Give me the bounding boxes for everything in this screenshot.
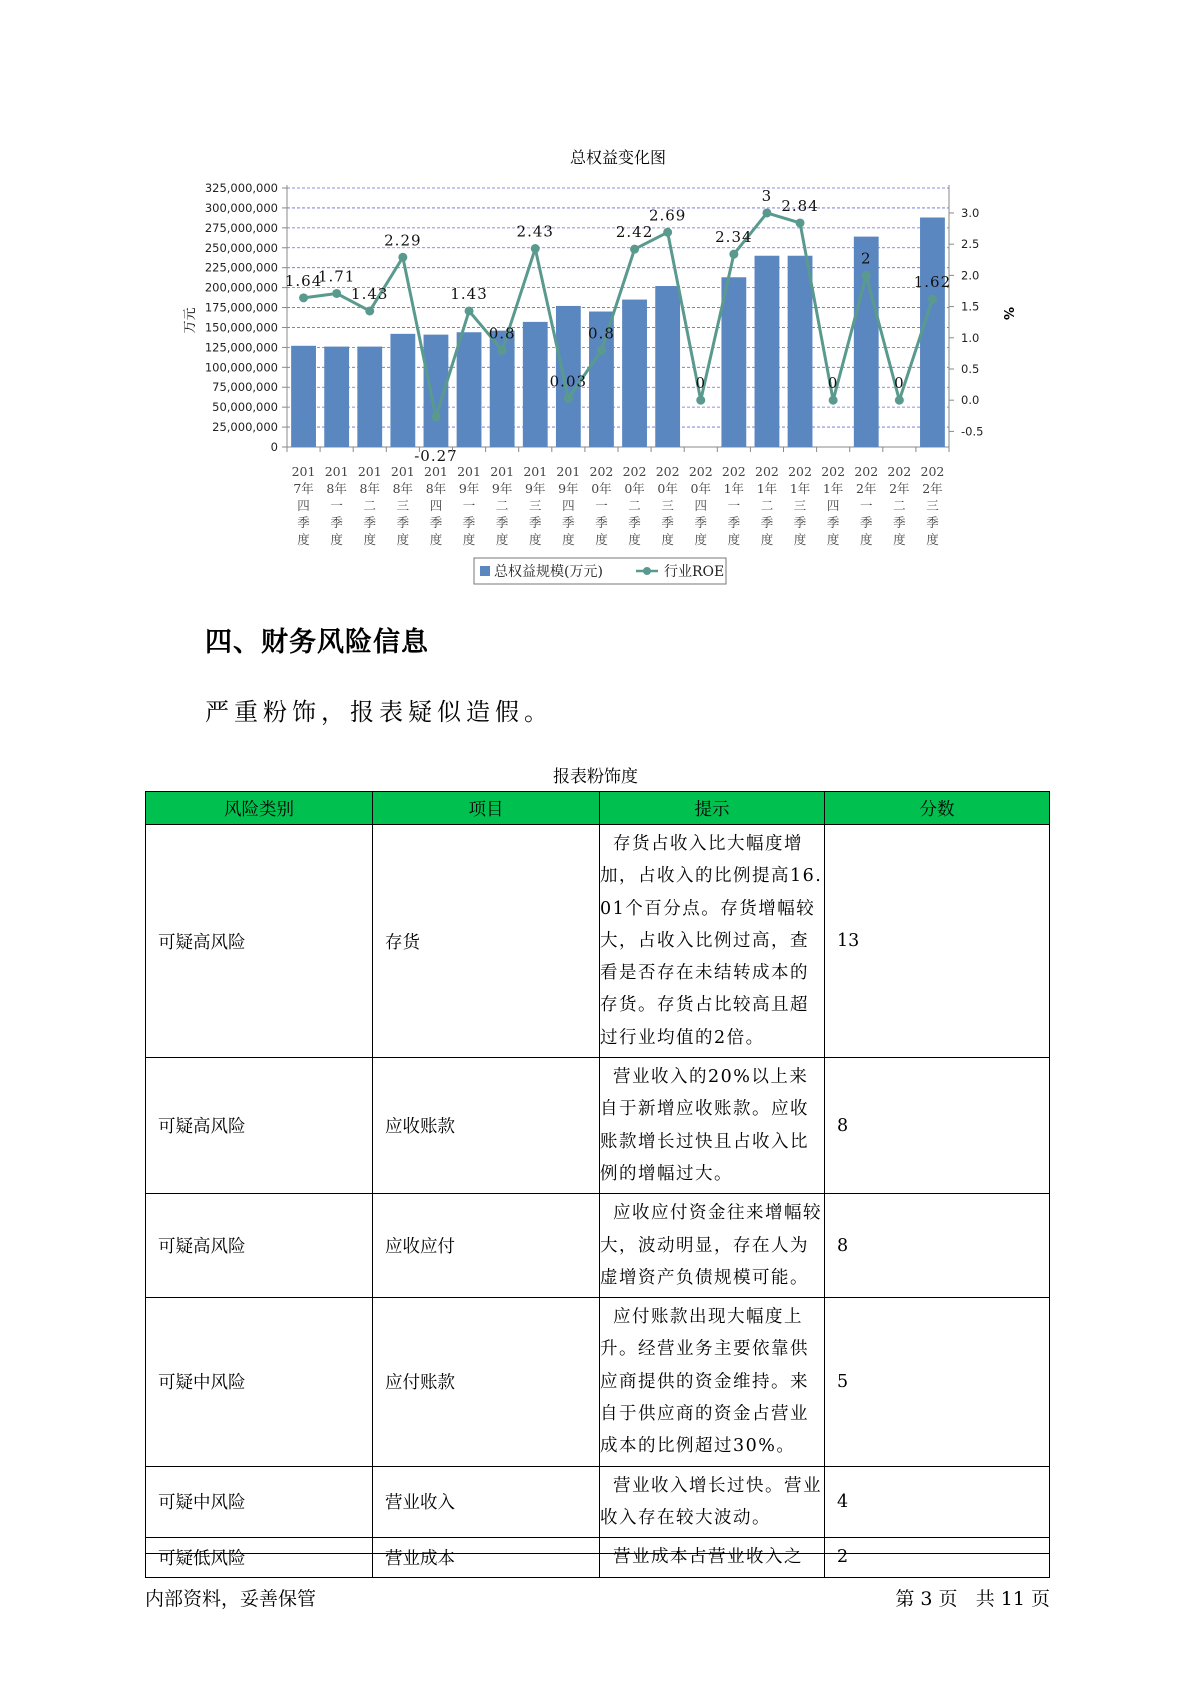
x-tick-label: 1年 (756, 481, 778, 496)
x-tick-label: 度 (330, 532, 343, 547)
x-tick-label: 201 (556, 464, 581, 479)
cell-category: 可疑中风险 (146, 1298, 373, 1466)
roe-point (729, 250, 738, 259)
cell-tip (600, 825, 825, 1058)
x-tick-label: 四 (562, 498, 575, 513)
y2-tick-label: 3.0 (961, 205, 980, 220)
x-tick-label: 度 (926, 532, 939, 547)
y-tick-label: 150,000,000 (204, 320, 278, 335)
x-tick-label: 202 (755, 464, 779, 479)
roe-data-label: 0 (827, 374, 839, 393)
tip-text: 营业收入增长过快。营业收入存在较大波动。 (600, 1475, 822, 1528)
roe-point (663, 228, 672, 237)
roe-data-label: 2.69 (648, 206, 687, 225)
x-tick-label: 四 (297, 498, 310, 513)
y2-tick-label: -0.5 (961, 424, 984, 439)
x-tick-label: 季 (595, 515, 608, 530)
x-tick-label: 201 (291, 464, 316, 479)
x-tick-label: 度 (859, 532, 873, 547)
y2-tick-label: 1.5 (961, 299, 980, 314)
x-tick-label: 度 (826, 532, 840, 547)
x-tick-label: 度 (893, 532, 906, 547)
x-tick-label: 季 (661, 515, 674, 530)
x-tick-label: 201 (324, 464, 349, 479)
roe-point (398, 253, 407, 262)
bar (854, 237, 879, 447)
x-tick-label: 季 (793, 515, 807, 530)
footer-note: 内部资料，妥善保管 (145, 1588, 317, 1610)
x-tick-label: 三 (793, 498, 807, 513)
y2-axis-label: % (1000, 306, 1015, 321)
x-tick-label: 度 (760, 532, 774, 547)
table-row (146, 1194, 1050, 1298)
x-tick-label: 度 (297, 532, 310, 547)
x-tick-label: 四 (826, 498, 840, 513)
roe-data-label: 3 (761, 186, 773, 205)
x-tick-label: 一 (859, 498, 873, 513)
cell-tip (600, 1194, 825, 1298)
roe-point (696, 396, 705, 405)
roe-data-label: 1.43 (351, 284, 389, 303)
roe-point (531, 244, 540, 253)
x-tick-label: 9年 (491, 481, 513, 496)
header-category: 风险类别 (146, 792, 373, 825)
x-tick-label: 季 (495, 515, 509, 530)
x-tick-label: 季 (760, 515, 774, 530)
y-tick-label: 125,000,000 (204, 340, 278, 355)
roe-point (597, 346, 606, 355)
cell-score: 4 (825, 1466, 1050, 1538)
x-tick-label: 一 (595, 498, 608, 513)
x-tick-label: 季 (363, 515, 377, 530)
tip-text: 应收应付资金往来增幅较大，波动明显，存在人为虚增资产负债规模可能。 (600, 1203, 822, 1288)
x-tick-label: 201 (424, 464, 448, 479)
bar (788, 256, 813, 447)
roe-data-label: 0 (894, 374, 905, 393)
roe-data-label: 2 (860, 249, 872, 268)
x-tick-label: 度 (628, 532, 641, 547)
roe-data-label: 1.64 (284, 271, 323, 290)
x-tick-label: 8年 (392, 481, 414, 496)
y-tick-label: 175,000,000 (204, 300, 278, 315)
roe-data-label: 2.29 (384, 231, 422, 250)
x-tick-label: 季 (462, 515, 476, 530)
x-tick-label: 202 (887, 464, 912, 479)
tip-text: 存货占收入比大幅度增加，占收入的比例提高16.01个百分点。存货增幅较大，占收入比例过高，查看是否存在未结转成本的存货。存货占比较高且超过行业均值的2倍。 (600, 834, 823, 1048)
x-tick-label: 季 (429, 515, 443, 530)
x-tick-label: 季 (528, 515, 542, 530)
cell-item: 存货 (373, 825, 600, 1058)
table-row (146, 1466, 1050, 1538)
x-tick-label: 二 (628, 498, 641, 513)
x-tick-label: 0年 (591, 481, 612, 496)
roe-point (928, 295, 937, 304)
page-total: 11 (1000, 1588, 1025, 1610)
y2-tick-label: 0.0 (961, 393, 980, 408)
legend-bar-label: 总权益规模(万元) (494, 564, 603, 580)
bar (755, 256, 780, 447)
legend-bar-swatch (480, 566, 490, 576)
y-tick-label: 300,000,000 (204, 200, 278, 215)
x-tick-label: 度 (396, 532, 410, 547)
legend-line-label: 行业ROE (664, 564, 725, 580)
x-tick-label: 9年 (458, 481, 480, 496)
roe-data-label: 2.42 (615, 223, 654, 242)
x-tick-label: 202 (589, 464, 614, 479)
x-tick-label: 二 (495, 498, 509, 513)
header-score: 分数 (825, 792, 1050, 825)
x-tick-label: 0年 (624, 481, 645, 496)
cell-item: 应付账款 (373, 1298, 600, 1466)
bar (291, 346, 316, 447)
tip-text: 应付账款出现大幅度上升。经营业务主要依靠供应商提供的资金维持。来自于供应商的资金占营业成本的比例超过30%。 (600, 1307, 809, 1457)
cell-score: 5 (825, 1298, 1050, 1466)
roe-data-label: 2.84 (781, 196, 819, 215)
roe-point (299, 293, 308, 302)
roe-point (431, 413, 440, 422)
roe-data-label: 0.8 (488, 324, 516, 343)
x-tick-label: 三 (396, 498, 410, 513)
y-tick-label: 325,000,000 (204, 181, 278, 195)
x-tick-label: 1年 (822, 481, 844, 496)
x-tick-label: 9年 (525, 481, 546, 496)
x-tick-label: 8年 (326, 481, 347, 496)
table-caption: 报表粉饰度 (553, 767, 638, 787)
table-row (146, 825, 1050, 1058)
table-row (146, 1298, 1050, 1466)
x-tick-label: 1年 (789, 481, 811, 496)
x-tick-label: 201 (490, 464, 515, 479)
legend-line-marker (643, 567, 651, 575)
section-summary: 严重粉饰，报表疑似造假。 (205, 698, 553, 726)
page-prefix: 第 (895, 1588, 915, 1610)
x-tick-label: 2年 (889, 481, 910, 496)
x-tick-label: 季 (562, 515, 575, 530)
cell-category: 可疑低风险 (146, 1538, 373, 1577)
page-word: 页 (938, 1588, 958, 1610)
x-tick-label: 一 (727, 498, 741, 513)
x-tick-label: 一 (462, 498, 476, 513)
x-tick-label: 季 (826, 515, 840, 530)
x-tick-label: 202 (854, 464, 879, 479)
roe-point (796, 218, 805, 227)
y-tick-label: 225,000,000 (204, 260, 278, 275)
x-tick-label: 季 (859, 515, 873, 530)
bar (655, 286, 680, 447)
x-tick-label: 8年 (359, 481, 380, 496)
x-tick-label: 202 (688, 464, 713, 479)
page-current: 3 (920, 1588, 933, 1610)
x-tick-label: 202 (920, 464, 945, 479)
x-tick-label: 9年 (558, 481, 579, 496)
x-tick-label: 202 (821, 464, 846, 479)
x-tick-label: 季 (694, 515, 708, 530)
y-tick-label: 200,000,000 (204, 280, 278, 295)
x-tick-label: 三 (528, 498, 542, 513)
roe-data-label: 0.03 (549, 372, 588, 391)
section-heading: 四、财务风险信息 (205, 627, 429, 658)
roe-data-label: 1.71 (317, 267, 356, 286)
total-prefix: 共 (975, 1588, 995, 1610)
table-row (146, 1538, 1050, 1577)
x-tick-label: 三 (661, 498, 674, 513)
bar (390, 334, 415, 447)
x-tick-label: 202 (788, 464, 812, 479)
header-item: 项目 (373, 792, 600, 825)
x-tick-label: 0年 (657, 481, 678, 496)
x-tick-label: 0年 (690, 481, 711, 496)
x-tick-label: 二 (363, 498, 377, 513)
cell-item: 应收应付 (373, 1194, 600, 1298)
cell-tip (600, 1538, 825, 1577)
tip-text: 营业成本占营业收入之 (613, 1547, 803, 1568)
x-tick-label: 201 (523, 464, 548, 479)
cell-category: 可疑高风险 (146, 1058, 373, 1194)
roe-point (498, 346, 507, 355)
risk-table-container (145, 791, 1049, 1569)
y2-tick-label: 2.5 (961, 237, 980, 252)
x-tick-label: 201 (357, 464, 382, 479)
cell-score: 13 (825, 825, 1050, 1058)
x-tick-label: 二 (893, 498, 906, 513)
x-tick-label: 四 (429, 498, 443, 513)
table-header-row (146, 792, 1050, 825)
x-tick-label: 度 (727, 532, 741, 547)
x-tick-label: 201 (457, 464, 481, 479)
roe-data-label: 2.43 (516, 222, 554, 241)
x-tick-label: 季 (297, 515, 310, 530)
cell-category: 可疑高风险 (146, 1194, 373, 1298)
x-tick-label: 度 (528, 532, 542, 547)
bar (324, 347, 349, 447)
x-tick-label: 202 (655, 464, 680, 479)
bar (622, 300, 647, 447)
table-row (146, 1058, 1050, 1194)
roe-data-label: 0.8 (588, 324, 615, 343)
x-tick-label: 度 (495, 532, 509, 547)
y-tick-label: 50,000,000 (212, 400, 278, 415)
roe-point (862, 271, 871, 280)
x-tick-label: 8年 (425, 481, 447, 496)
x-tick-label: 7年 (293, 481, 314, 496)
roe-point (630, 245, 639, 254)
roe-point (895, 396, 904, 405)
header-tip: 提示 (600, 792, 825, 825)
cell-tip (600, 1058, 825, 1194)
x-tick-label: 度 (694, 532, 708, 547)
cell-tip (600, 1466, 825, 1538)
tip-text: 营业收入的20%以上来自于新增应收账款。应收账款增长过快且占收入比例的增幅过大。 (600, 1067, 809, 1184)
cell-category: 可疑高风险 (146, 825, 373, 1058)
x-tick-label: 度 (462, 532, 476, 547)
roe-point (564, 394, 573, 403)
y-tick-label: 100,000,000 (204, 360, 278, 375)
roe-data-label: 1.62 (913, 273, 952, 292)
x-tick-label: 度 (562, 532, 575, 547)
x-tick-label: 201 (390, 464, 415, 479)
x-tick-label: 202 (721, 464, 746, 479)
roe-data-label: 1.43 (450, 284, 488, 303)
x-tick-label: 度 (793, 532, 807, 547)
roe-data-label: 0 (695, 374, 707, 393)
x-tick-label: 202 (622, 464, 647, 479)
total-suffix: 页 (1030, 1588, 1050, 1610)
cell-category: 可疑中风险 (146, 1466, 373, 1538)
x-tick-label: 季 (893, 515, 906, 530)
x-tick-label: 一 (330, 498, 343, 513)
y2-tick-label: 0.5 (961, 361, 980, 376)
cell-item: 营业收入 (373, 1466, 600, 1538)
x-tick-label: 度 (595, 532, 608, 547)
y-axis-label: 万元 (183, 307, 198, 334)
page-indicator (895, 1584, 1050, 1611)
cell-score: 8 (825, 1058, 1050, 1194)
roe-point (332, 289, 341, 298)
roe-point (365, 306, 374, 315)
y-tick-label: 75,000,000 (212, 380, 278, 395)
x-tick-label: 度 (429, 532, 443, 547)
cell-item: 营业成本 (373, 1538, 600, 1577)
roe-point (762, 208, 771, 217)
x-tick-label: 2年 (856, 481, 877, 496)
bar (721, 277, 746, 447)
x-tick-label: 1年 (723, 481, 745, 496)
y2-tick-label: 1.0 (961, 330, 980, 345)
x-tick-label: 四 (694, 498, 708, 513)
cell-item: 应收账款 (373, 1058, 600, 1194)
cell-tip (600, 1298, 825, 1466)
x-tick-label: 季 (628, 515, 641, 530)
roe-point (465, 306, 474, 315)
x-tick-label: 季 (926, 515, 939, 530)
chart-title: 总权益变化图 (569, 148, 667, 167)
cell-score: 8 (825, 1194, 1050, 1298)
x-tick-label: 2年 (922, 481, 943, 496)
y-tick-label: 275,000,000 (204, 220, 278, 235)
x-tick-label: 季 (330, 515, 343, 530)
bar (357, 347, 382, 447)
roe-data-label: 2.34 (715, 228, 753, 247)
x-tick-label: 度 (363, 532, 377, 547)
cell-score: 2 (825, 1538, 1050, 1577)
y-tick-label: 25,000,000 (212, 420, 278, 435)
roe-data-label: -0.27 (414, 447, 458, 466)
bar (457, 332, 482, 447)
y-tick-label: 0 (270, 440, 278, 454)
y2-tick-label: 2.0 (961, 268, 980, 283)
x-tick-label: 季 (396, 515, 410, 530)
bar (523, 322, 548, 447)
y-tick-label: 250,000,000 (204, 240, 278, 255)
bar (920, 217, 945, 447)
risk-table (145, 791, 1050, 1578)
equity-chart (0, 0, 1191, 600)
x-tick-label: 三 (926, 498, 939, 513)
x-tick-label: 二 (760, 498, 774, 513)
roe-point (829, 396, 838, 405)
x-tick-label: 度 (661, 532, 674, 547)
x-tick-label: 季 (727, 515, 741, 530)
